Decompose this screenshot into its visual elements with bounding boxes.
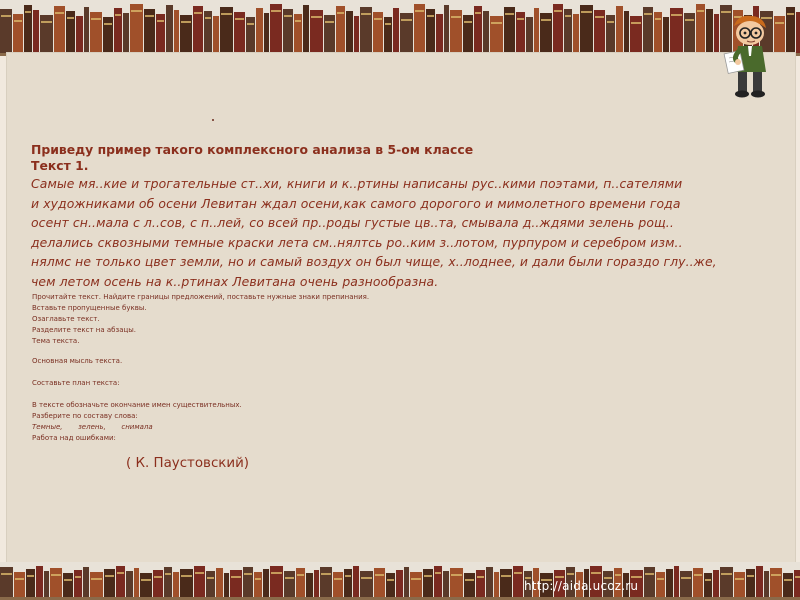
author-attribution: ( К. Паустовский) (126, 456, 250, 471)
task-item: Прочитайте текст. Найдите границы предложений, поставьте нужные знаки препинания. (32, 293, 370, 301)
task-item: Озаглавьте текст. (32, 315, 100, 323)
heading-line-1: Приведу пример такого комплексного анализа в 5-ом классе (31, 142, 474, 157)
heading-line-2: Текст 1. (31, 158, 89, 173)
task-item: Разберите по составу слова: (32, 412, 138, 420)
cartoon-student-writing-icon (720, 12, 782, 100)
task-item: Разделите текст на абзацы. (32, 326, 137, 334)
bookshelf-icon (0, 0, 800, 56)
text-line: Самые мя..кие и трогательные ст..хи, книги и к..ртины написаны рус..кими поэтами, п..сателями (31, 176, 683, 191)
text-line: чем летом осень на к..ртинах Левитана очень разнообразна. (31, 273, 439, 289)
bookshelf-top-border (0, 0, 800, 56)
text-line: делались сквозными темные краски лета см..нялтсь ро..ким з..лотом, пурпуром и серебром изм.. (31, 234, 683, 250)
text-line: осент сн..мала с л..сов, с п..лей, со всей пр..роды густые цв..та, смывала д..ждями зелень рощ.. (31, 215, 674, 231)
task-words: Темные, зелень, снимала (32, 423, 153, 431)
text-line: нялмс не только цвет земли, но и самый воздух он был чище, х..лоднее, и дали были гораздо глу..же, (31, 254, 717, 270)
bookshelf-bottom-border (0, 562, 800, 600)
task-item: Составьте план текста: (32, 379, 120, 387)
text-line: и художниками об осени Левитан ждал осени,как самого дорогого и мимолетного времени года (31, 195, 681, 211)
task-item: В тексте обозначьте окончание имен существительных. (32, 401, 242, 409)
task-item: Работа над ошибками: (32, 434, 116, 442)
bookshelf-icon (0, 562, 800, 600)
site-url: http://aida.ucoz.ru (524, 579, 639, 593)
exercise-text-block (31, 142, 771, 292)
task-item: Основная мысль текста. (32, 357, 123, 365)
stray-dot (212, 119, 214, 121)
task-item: Тема текста. (32, 337, 80, 345)
task-item: Вставьте пропущенные буквы. (32, 304, 147, 312)
